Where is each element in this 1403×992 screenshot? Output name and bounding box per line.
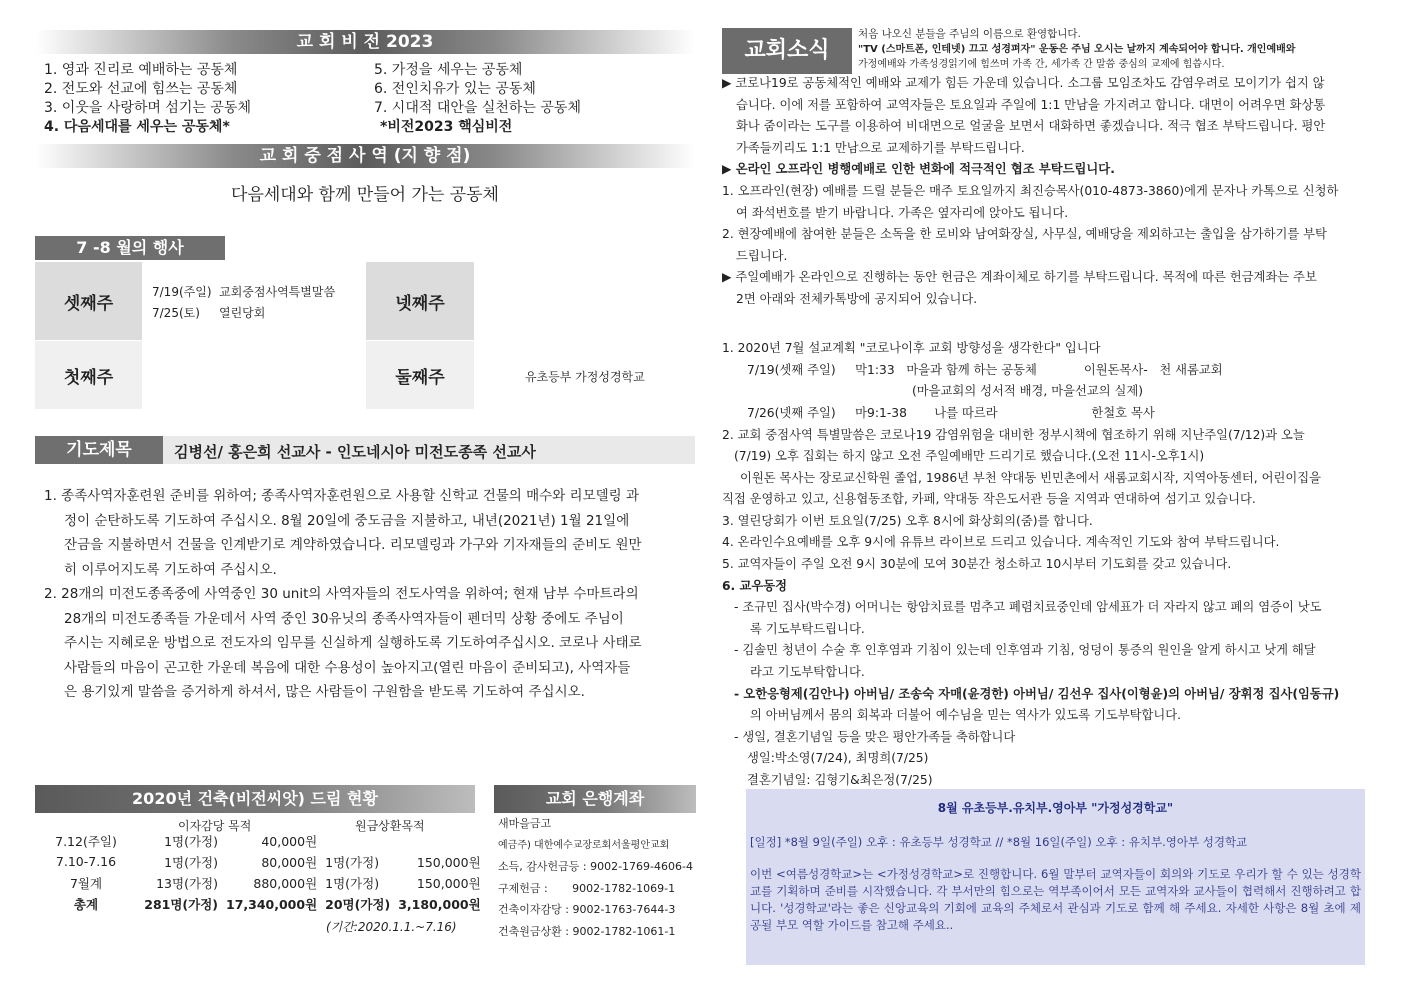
news-line: 습니다. 이에 저를 포함하여 교역자들은 토요일과 주일에 1:1 만남을 가지려고 합니다. 대면이 어려우면 화상통: [736, 97, 1326, 112]
news-line: - 김솔민 청년이 수술 후 인후염과 기침이 있는데 인후염과 기침, 엉덩이 통증의 원인을 알게 하시고 낫게 해달: [734, 643, 1316, 658]
news-line: 7/26(넷째 주일) 마9:1-38 나를 따르라 한철호 목사: [747, 405, 1155, 420]
cell-count: 1명(가정): [325, 854, 380, 870]
intro-line: 처음 나오신 분들을 주님의 이름으로 환영합니다.: [858, 28, 1081, 40]
news-line: (7/19) 오후 집회는 하지 않고 오전 주일예배만 드리기로 했습니다.(오전 11시-오후1시): [734, 449, 1205, 464]
vision-title-bar: [35, 30, 695, 54]
intro-line: 가정예배와 가족성경읽기에 힘쓰며 가족 간, 세가족 간 말씀 중심의 교제에 힘씁시다.: [858, 59, 1225, 70]
prayer-line: 잔금을 지불하면서 건물을 인계받기로 계약하였습니다. 리모델링과 가구와 기자재들의 준비도 원만: [64, 537, 642, 553]
bank-line: 건축원금상환 : 9002-1782-1061-1: [498, 924, 676, 938]
events-week1-cell: 첫째주: [35, 341, 142, 409]
cell-amount: 17,340,000원: [226, 896, 318, 912]
news-line: ▶ 온라인 오프라인 병행예배로 인한 변화에 적극적인 협조 부탁드립니다.: [722, 162, 1115, 177]
cell-count: [321, 830, 394, 851]
news-line: 화나 줌이라는 도구를 이용하여 비대면으로 얼굴을 보면서 대화하면 좋겠습니다. 적극 협조 부탁드립니다. 평안: [736, 119, 1326, 134]
cell-amount: 880,000원: [253, 875, 318, 891]
prayer-line: 정이 순탄하도록 기도하여 주십시오. 8월 20일에 중도금을 지불하고, 내년(2021년) 1월 21일에: [64, 512, 630, 529]
vision-title: 교 회 비 전 2023: [296, 32, 434, 52]
news-line: ▶ 주일예배가 온라인으로 진행하는 동안 헌금은 계좌이체로 하기를 부탁드립니다. 목적에 따른 헌금계좌는 주보: [722, 270, 1317, 285]
news-line: - 생일, 결혼기념일 등을 맞은 평안가족들 축하합니다: [734, 729, 1016, 744]
cell-amount: 3,180,000원: [398, 896, 481, 912]
prayer-line: 은 용기있게 말씀을 증거하게 하셔서, 많은 사람들이 구원함을 받도록 기도하여 주십시오.: [64, 684, 585, 700]
focus-title: 교 회 중 점 사 역 (지 향 점): [259, 146, 471, 166]
news-line: 5. 교역자들이 주일 오전 9시 30분에 모여 30분간 청소하고 10시부터 기도회를 갖고 있습니다.: [722, 557, 1232, 572]
cell-count: 20명(가정): [325, 896, 391, 912]
news-title-bar: [722, 28, 852, 74]
building-period: (기간:2020.1.1.~7.16): [326, 920, 457, 934]
prayer-line: 2. 28개의 미전도종족중에 사역중인 30 unit의 사역자들의 전도사역을 위하여; 현재 남부 수마트라의: [44, 586, 639, 602]
cell-date: 7.12(주일): [55, 833, 117, 849]
vision-item: 2. 전도와 선교에 힘쓰는 공동체: [44, 81, 238, 97]
vision-item: 6. 전인치유가 있는 공동체: [374, 81, 536, 97]
events-title: 7 -8 월의 행사: [76, 238, 184, 257]
news-line: 생일:박소영(7/24), 최명희(7/25): [747, 751, 929, 766]
events-week3-cell: 셋째주: [35, 262, 142, 340]
vision-core-note: *비전2023 핵심비전: [380, 119, 513, 135]
news-line: 의 아버님께서 몸의 회복과 더불어 예수님을 믿는 역사가 있도록 기도부탁합니다.: [750, 708, 1182, 723]
news-line: 드립니다.: [736, 248, 788, 263]
prayer-line: 1. 종족사역자훈련원 준비를 위하여; 종족사역자훈련원으로 사용할 신학교 건물의 매수와 리모델링 과: [44, 488, 640, 504]
event-line: 7/25(토) 열린당회: [152, 306, 266, 320]
cell-count: 1명(가정): [325, 875, 380, 891]
building-header-interest: 이자감당 목적: [178, 819, 252, 833]
prayer-line: 사람들의 마음이 곤고한 가운데 복음에 대한 수용성이 높아지고(열린 마음이 준비되고), 사역자들: [64, 659, 631, 676]
bank-lines: [498, 813, 693, 942]
news-line: 7/19(셋째 주일) 막1:33 마을과 함께 하는 공동체 이원돈목사- 천 새롬교회: [747, 362, 1223, 377]
table-row: [42, 830, 485, 851]
cell-amount: 40,000원: [261, 833, 318, 849]
bank-line: 예금주) 대한예수교장로회서울평안교회: [498, 839, 670, 851]
building-table: [42, 830, 485, 914]
vision-item: 1. 영과 진리로 예배하는 공동체: [44, 62, 238, 78]
prayer-subject: 김병선/ 홍은희 선교사 - 인도네시아 미전도종족 선교사: [174, 443, 536, 461]
bank-line: 구제헌금 : 9002-1782-1069-1: [498, 881, 676, 895]
news-line: 여 좌석번호를 받기 바랍니다. 가족은 옆자리에 앉아도 됩니다.: [736, 205, 1069, 220]
table-row: [42, 872, 485, 893]
news-line: 3. 열린당회가 이번 토요일(7/25) 오후 8시에 화상회의(줌)를 합니다.: [722, 513, 1093, 528]
bank-line: 소득, 감사헌금등 : 9002-1769-4606-4: [498, 860, 693, 873]
news-line: ▶ 코로나19로 공동체적인 예배와 교제가 힘든 가운데 있습니다. 소그룹 모임조차도 감염우려로 모이기가 쉽지 않: [722, 76, 1325, 90]
news-line: 1. 2020년 7월 설교계획 "코로나이후 교회 방향성을 생각한다" 입니다: [722, 341, 1101, 356]
prayer-list: [44, 484, 700, 705]
news-title: 교회소식: [744, 38, 830, 63]
cell-count: 1명(가정): [164, 833, 218, 849]
cell-amount: 80,000원: [261, 854, 318, 870]
cell-date: 7월계: [69, 875, 103, 891]
bank-title-bar: [494, 785, 696, 813]
news-line: 2. 교회 중점사역 특별말씀은 코로나19 감염위험을 대비한 정부시책에 협조하기 위해 지난주일(7/12)과 오늘: [722, 427, 1305, 442]
bank-line: 새마을금고: [498, 817, 552, 830]
news-line: 6. 교우동정: [722, 578, 788, 593]
news-line: 4. 온라인수요예배를 오후 9시에 유튜브 라이브로 드리고 있습니다. 계속적인 기도와 참여 부탁드립니다.: [722, 535, 1280, 550]
cell-amount: 150,000원: [416, 875, 481, 891]
school-body: 이번 <여름성경학교>는 <가정성경학교>로 진행합니다. 6월 말부터 교역자들이 회의와 기도로 우리가 할 수 있는 성경학교를 기획하며 준비를 시작했습니다. 각 부서만의 힘으로는 역부족이어서 모든 교역자와 교사들이 협력해서 진행하려고 합니다. '성경학교'라는 좋은 신앙교육의 기회에 교육의 주체로서 관심과 기도로 함께 해 주세요. 자세한 사항은 8월 초에 제공될 부모 역할 가이드를 참고해 주세요..: [750, 867, 1361, 932]
table-row-total: [42, 893, 485, 914]
news-line: (마을교회의 성서적 배경, 마을선교의 실제): [912, 384, 1144, 399]
cell-date: 7.10-7.16: [55, 854, 117, 869]
prayer-line: 히 이루어지도록 기도하여 주십시오.: [64, 561, 277, 578]
building-title-bar: [35, 785, 475, 813]
focus-text: 다음세대와 함께 만들어 가는 공동체: [231, 185, 499, 205]
vision-item: 7. 시대적 대안을 실천하는 공동체: [374, 100, 581, 116]
prayer-title-bar: [35, 436, 163, 464]
news-body: [722, 73, 1376, 792]
cell-date: 총계: [73, 896, 99, 912]
bank-line: 건축이자감당 : 9002-1763-7644-3: [498, 903, 676, 916]
news-line: 1. 오프라인(현장) 예배를 드릴 분들은 매주 토요일까지 최진승목사(010-4873-3860)에게 문자나 카톡으로 신청하: [722, 183, 1339, 198]
vision-item: 5. 가정을 세우는 공동체: [374, 62, 523, 78]
events-week3-details: [152, 282, 335, 324]
cell-amount: [394, 830, 484, 851]
news-line: 2면 아래와 전체카톡방에 공지되어 있습니다.: [736, 291, 978, 306]
intro-line: "TV (스마트폰, 인테넷) 끄고 성경펴자" 운동은 주님 오시는 날까지 계속되어야 합니다. 개인예배와: [858, 44, 1296, 55]
news-line: 직접 운영하고 있고, 신용협동조합, 카페, 약대동 작은도서관 등을 지역과 연대하여 섬기고 있습니다.: [722, 492, 1256, 507]
event-line: 7/19(주일) 교회중점사역특별말씀: [152, 285, 336, 299]
prayer-title: 기도제목: [66, 440, 132, 460]
school-box: [746, 789, 1365, 965]
vision-item: 3. 이웃을 사랑하며 섬기는 공동체: [44, 100, 251, 116]
events-week2-text: 유초등부 가정성경학교: [525, 370, 645, 384]
events-week2-cell: 둘째주: [366, 341, 474, 409]
building-title: 2020년 건축(비전씨앗) 드림 현황: [132, 789, 378, 808]
news-line: 라고 기도부탁합니다.: [750, 665, 865, 680]
news-line: - 오한응형제(김안나) 아버님/ 조송숙 자매(윤경한) 아버님/ 김선우 집사(이형윤)의 아버님/ 장휘정 집사(임동규): [734, 686, 1340, 701]
school-schedule: [일정] *8월 9일(주일) 오후 : 유초등부 성경학교 // *8월 16일(주일) 오후 : 유치부.영아부 성경학교: [750, 835, 1248, 849]
news-line: 가족들끼리도 1:1 만남으로 교제하기를 부탁드립니다.: [736, 140, 1025, 155]
news-line: 2. 현장예배에 참여한 분들은 소독을 한 로비와 남여화장실, 사무실, 예배당을 제외하고는 출입을 삼가하기를 부탁: [722, 227, 1327, 242]
events-title-bar: [35, 236, 225, 260]
cell-count: 281명(가정): [144, 896, 218, 912]
news-line: [722, 311, 1376, 333]
focus-title-bar: [35, 144, 695, 168]
news-line: 록 기도부탁드립니다.: [750, 621, 865, 636]
news-line: - 조규민 집사(박수경) 어머니는 항암치료를 멈추고 폐렴치료중인데 암세표가 더 자라지 않고 폐의 염증이 낫도: [734, 600, 1322, 615]
vision-item-core: 4. 다음세대를 세우는 공동체*: [44, 119, 230, 135]
news-line: 이원돈 목사는 장로교신학원 졸업, 1986년 부천 약대동 빈민촌에서 새롬교회시작, 지역아동센터, 어린이집을: [740, 470, 1322, 485]
table-row: [42, 851, 485, 872]
bank-title: 교회 은행계좌: [545, 789, 645, 808]
cell-count: 13명(가정): [156, 875, 218, 891]
building-header-principal: 원금상환목적: [355, 819, 425, 833]
prayer-line: 28개의 미전도종족들 가운데서 사역 중인 30유닛의 종족사역자들이 펜더믹 상황 중에도 주님이: [64, 610, 624, 627]
cell-count: 1명(가정): [164, 854, 218, 870]
news-line: 결혼기념일: 김형기&최은정(7/25): [747, 773, 933, 787]
school-title: 8월 유초등부.유치부.영아부 "가정성경학교": [937, 801, 1174, 815]
vision-list: [44, 61, 704, 136]
cell-amount: 150,000원: [416, 854, 481, 870]
prayer-line: 주시는 지혜로운 방법으로 전도자의 임무를 신실하게 실행하도록 기도하여주십시오. 코로나 사태로: [64, 635, 642, 651]
news-intro: [858, 27, 1378, 72]
events-week4-cell: 넷째주: [366, 262, 474, 340]
